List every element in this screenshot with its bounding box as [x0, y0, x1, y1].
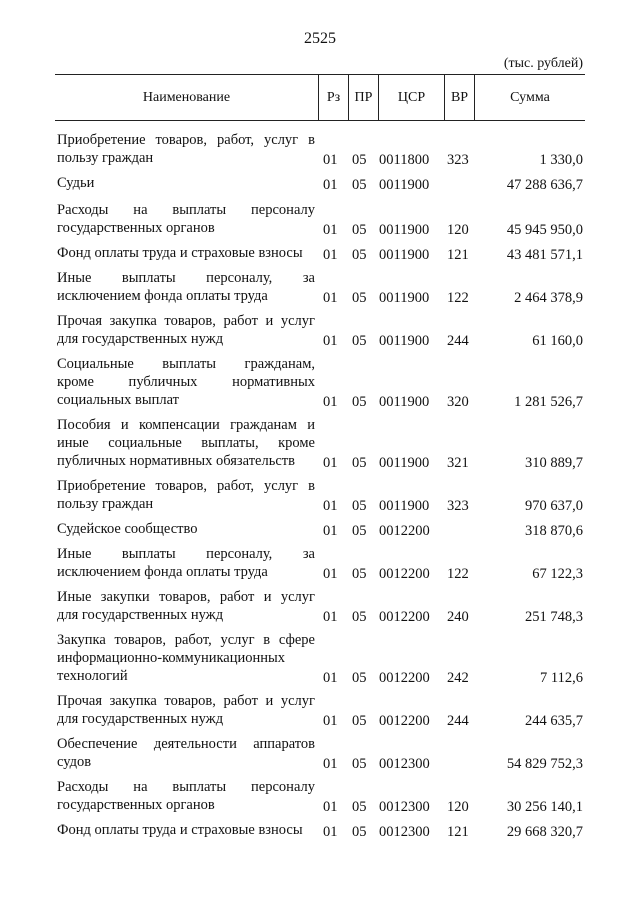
row-csr: 0011800	[379, 152, 430, 168]
row-rz: 01	[323, 394, 338, 410]
row-sum: 244 635,7	[525, 713, 583, 729]
row-name-line: Судьи	[57, 175, 95, 191]
row-csr: 0012200	[379, 609, 430, 625]
row-csr: 0012300	[379, 824, 430, 840]
column-header-rz: Рз	[319, 75, 349, 120]
row-csr: 0012300	[379, 799, 430, 815]
row-csr: 0011900	[379, 222, 430, 238]
row-name-line: Социальные выплаты гражданам,	[57, 356, 315, 372]
row-rz: 01	[323, 455, 338, 471]
row-rz: 01	[323, 566, 338, 582]
row-name-line: Иные закупки товаров, работ и услуг	[57, 589, 315, 605]
row-name	[57, 735, 315, 771]
row-sum: 29 668 320,7	[506, 824, 583, 840]
table-row	[0, 778, 640, 816]
row-name-line: Судейское сообщество	[57, 521, 198, 537]
row-rz: 01	[323, 670, 338, 686]
row-name-line: исключением фонда оплаты труда	[57, 288, 268, 304]
row-csr: 0012200	[379, 566, 430, 582]
row-vr: 244	[447, 333, 469, 349]
page-number: 2525	[304, 30, 336, 47]
row-name-line: Закупка товаров, работ, услуг в сфере	[57, 632, 315, 648]
row-name-line: иные социальные выплаты, кроме	[57, 435, 315, 451]
row-sum: 970 637,0	[525, 498, 583, 514]
table-row	[0, 821, 640, 841]
row-sum: 30 256 140,1	[506, 799, 583, 815]
row-vr: 242	[447, 670, 469, 686]
row-sum: 61 160,0	[532, 333, 583, 349]
row-rz: 01	[323, 177, 338, 193]
row-rz: 01	[323, 290, 338, 306]
row-name-line: для государственных нужд	[57, 331, 224, 347]
row-name	[57, 821, 315, 839]
row-name	[57, 355, 315, 409]
row-name-line: пользу граждан	[57, 150, 154, 166]
row-vr: 323	[447, 152, 469, 168]
row-name-line: Приобретение товаров, работ, услуг в	[57, 132, 315, 148]
row-sum: 47 288 636,7	[506, 177, 583, 193]
row-name-line: Приобретение товаров, работ, услуг в	[57, 478, 315, 494]
row-name-line: Иные выплаты персоналу, за	[57, 546, 315, 562]
row-pr: 05	[352, 177, 367, 193]
row-vr: 120	[447, 222, 469, 238]
row-name	[57, 545, 315, 581]
row-rz: 01	[323, 152, 338, 168]
row-name-line: Иные выплаты персоналу, за	[57, 270, 315, 286]
row-name-line: для государственных нужд	[57, 607, 224, 623]
row-rz: 01	[323, 222, 338, 238]
row-pr: 05	[352, 756, 367, 772]
row-pr: 05	[352, 824, 367, 840]
row-pr: 05	[352, 713, 367, 729]
table-row	[0, 477, 640, 515]
table-row	[0, 520, 640, 540]
row-sum: 2 464 378,9	[514, 290, 583, 306]
row-rz: 01	[323, 247, 338, 263]
row-pr: 05	[352, 290, 367, 306]
row-pr: 05	[352, 670, 367, 686]
row-name	[57, 201, 315, 237]
row-csr: 0012200	[379, 523, 430, 539]
table-row	[0, 312, 640, 350]
row-name-line: для государственных нужд	[57, 711, 224, 727]
row-name	[57, 631, 315, 685]
row-pr: 05	[352, 498, 367, 514]
row-pr: 05	[352, 799, 367, 815]
row-sum: 54 829 752,3	[506, 756, 583, 772]
row-name	[57, 588, 315, 624]
row-name	[57, 477, 315, 513]
table-row	[0, 244, 640, 264]
table-row	[0, 355, 640, 411]
row-vr: 240	[447, 609, 469, 625]
row-pr: 05	[352, 609, 367, 625]
row-name	[57, 692, 315, 728]
row-vr: 121	[447, 247, 469, 263]
row-rz: 01	[323, 799, 338, 815]
table-row	[0, 588, 640, 626]
row-name-line: кроме публичных нормативных	[57, 374, 315, 390]
row-csr: 0011900	[379, 498, 430, 514]
row-sum: 43 481 571,1	[506, 247, 583, 263]
row-pr: 05	[352, 394, 367, 410]
column-header-vr: ВР	[445, 75, 475, 120]
column-header-sum: Сумма	[510, 90, 550, 105]
row-vr: 323	[447, 498, 469, 514]
row-csr: 0011900	[379, 290, 430, 306]
row-pr: 05	[352, 152, 367, 168]
row-rz: 01	[323, 713, 338, 729]
column-header-name: Наименование	[55, 75, 319, 120]
row-csr: 0011900	[379, 177, 430, 193]
row-name-line: Прочая закупка товаров, работ и услуг	[57, 693, 315, 709]
row-sum: 67 122,3	[532, 566, 583, 582]
row-name-line: Фонд оплаты труда и страховые взносы	[57, 245, 303, 261]
row-pr: 05	[352, 455, 367, 471]
row-pr: 05	[352, 566, 367, 582]
column-header-pr: ПР	[349, 75, 379, 120]
row-name-line: Обеспечение деятельности аппаратов	[57, 736, 315, 752]
row-pr: 05	[352, 523, 367, 539]
row-rz: 01	[323, 498, 338, 514]
row-pr: 05	[352, 333, 367, 349]
row-name	[57, 174, 315, 192]
row-pr: 05	[352, 222, 367, 238]
row-name	[57, 244, 315, 262]
row-csr: 0011900	[379, 333, 430, 349]
row-name-line: судов	[57, 754, 92, 770]
table-row	[0, 631, 640, 687]
table-row	[0, 416, 640, 472]
row-sum: 251 748,3	[525, 609, 583, 625]
row-name-line: Фонд оплаты труда и страховые взносы	[57, 822, 303, 838]
row-name-line: государственных органов	[57, 797, 215, 813]
row-vr: 321	[447, 455, 469, 471]
row-vr: 320	[447, 394, 469, 410]
column-header-csr: ЦСР	[379, 75, 445, 120]
table-row	[0, 201, 640, 239]
row-name	[57, 416, 315, 470]
row-sum: 1 281 526,7	[514, 394, 583, 410]
row-csr: 0011900	[379, 247, 430, 263]
row-name-line: Расходы на выплаты персоналу	[57, 779, 315, 795]
row-vr: 122	[447, 290, 469, 306]
row-sum: 310 889,7	[525, 455, 583, 471]
table-row	[0, 735, 640, 773]
row-name-line: Прочая закупка товаров, работ и услуг	[57, 313, 315, 329]
row-vr: 120	[447, 799, 469, 815]
row-rz: 01	[323, 333, 338, 349]
row-sum: 45 945 950,0	[506, 222, 583, 238]
row-vr: 244	[447, 713, 469, 729]
row-name	[57, 778, 315, 814]
row-csr: 0012200	[379, 713, 430, 729]
row-csr: 0011900	[379, 455, 430, 471]
row-sum: 1 330,0	[539, 152, 583, 168]
table-header	[55, 74, 585, 121]
table-row	[0, 174, 640, 194]
row-pr: 05	[352, 247, 367, 263]
units-label: (тыс. рублей)	[503, 56, 583, 71]
row-name	[57, 312, 315, 348]
row-name-line: информационно-коммуникационных	[57, 650, 286, 666]
row-name-line: технологий	[57, 668, 128, 684]
row-rz: 01	[323, 523, 338, 539]
row-csr: 0012200	[379, 670, 430, 686]
row-rz: 01	[323, 824, 338, 840]
row-name-line: Расходы на выплаты персоналу	[57, 202, 315, 218]
row-name-line: исключением фонда оплаты труда	[57, 564, 268, 580]
row-name	[57, 269, 315, 305]
table-row	[0, 131, 640, 169]
row-csr: 0012300	[379, 756, 430, 772]
row-csr: 0011900	[379, 394, 430, 410]
row-vr: 121	[447, 824, 469, 840]
row-name-line: публичных нормативных обязательств	[57, 453, 295, 469]
row-name	[57, 131, 315, 167]
row-vr: 122	[447, 566, 469, 582]
row-sum: 318 870,6	[525, 523, 583, 539]
row-name-line: Пособия и компенсации гражданам и	[57, 417, 315, 433]
table-row	[0, 545, 640, 583]
table-body	[0, 126, 640, 841]
row-rz: 01	[323, 609, 338, 625]
row-rz: 01	[323, 756, 338, 772]
table-row	[0, 269, 640, 307]
row-name-line: социальных выплат	[57, 392, 179, 408]
row-name	[57, 520, 315, 538]
table-row	[0, 692, 640, 730]
row-name-line: государственных органов	[57, 220, 215, 236]
row-name-line: пользу граждан	[57, 496, 154, 512]
row-sum: 7 112,6	[540, 670, 583, 686]
